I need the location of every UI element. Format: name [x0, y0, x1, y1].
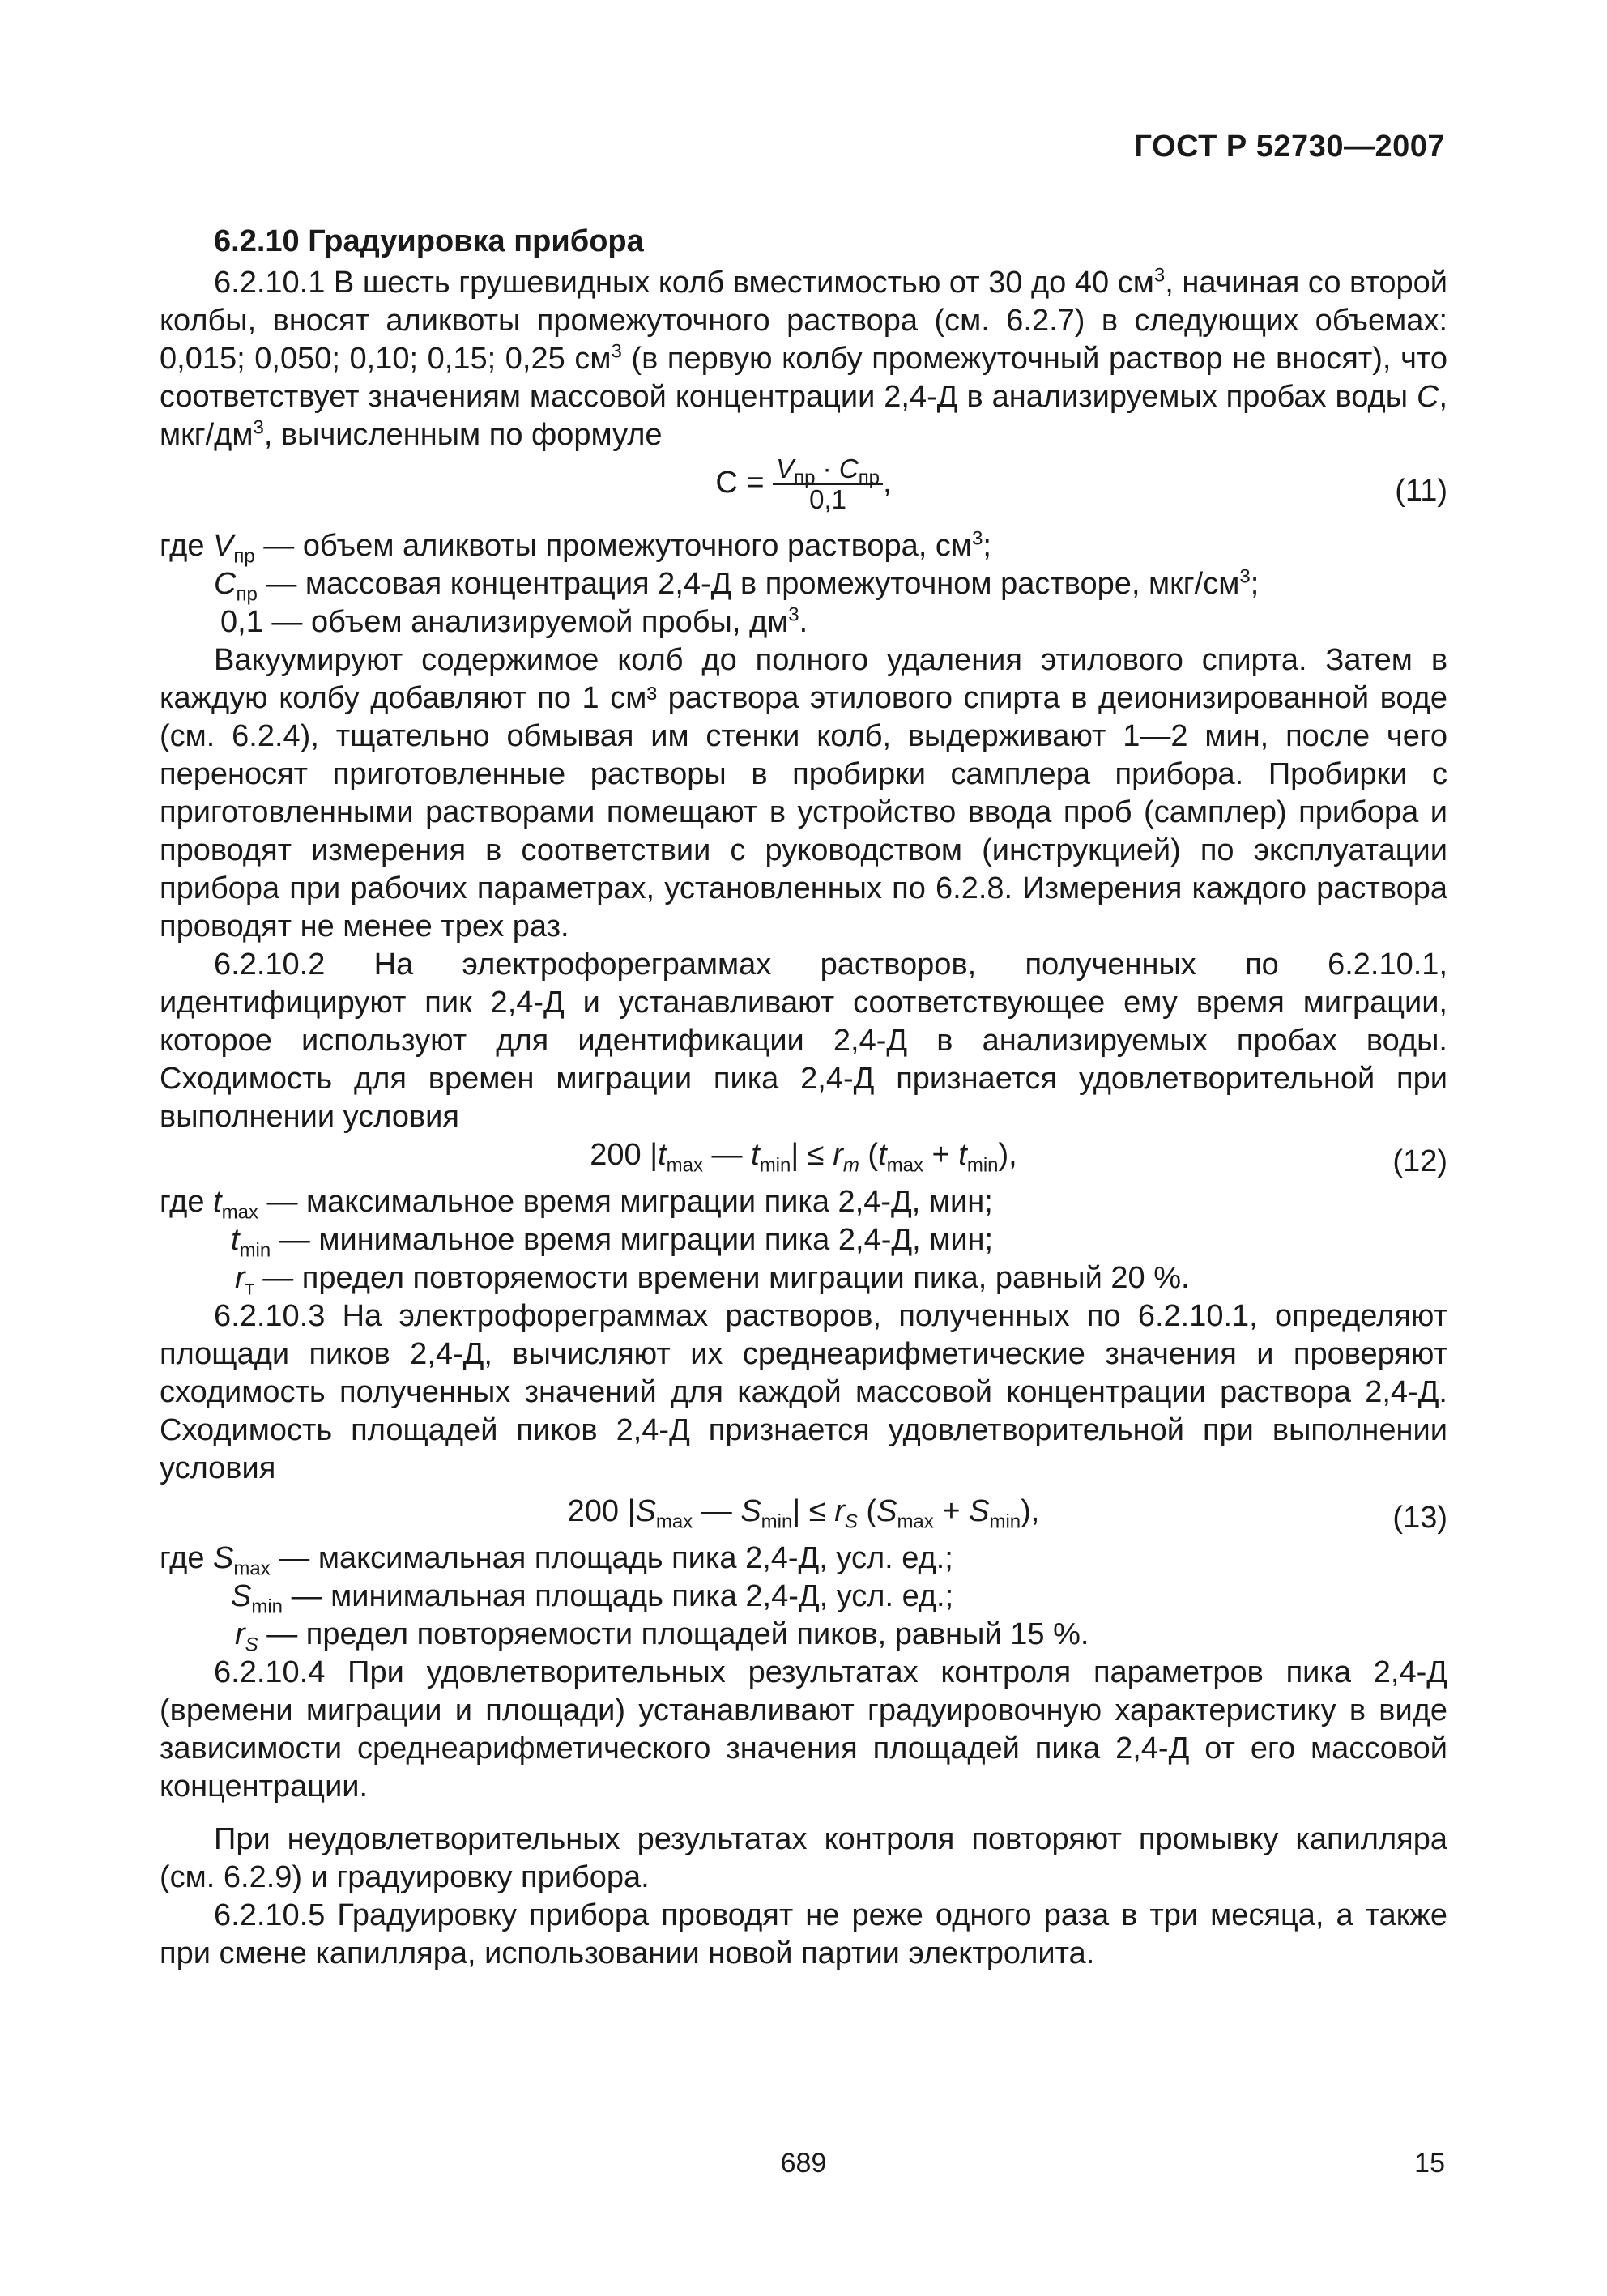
paragraph-6-2-10-2: 6.2.10.2 На электрофореграммах растворов, полученных по 6.2.10.1, идентифицируют пик 2,4-Д и устанавливают соответствующее ему время миграции, которое используют для идентификации 2,4-Д в анализируемых пробах воды. Сходимость для времен миграции пика 2,4-Д признается удовлетворительной при выполнении условия	[160, 948, 1447, 1134]
paragraph-6-2-10-3: 6.2.10.3 На электрофореграммах растворов, полученных по 6.2.10.1, определяют площади пиков 2,4-Д, вычисляют их среднеарифметические значения и проверяют сходимость полученных значений для каждой массовой концентрации раствора 2,4-Д. Сходимость площадей пиков 2,4-Д признается удовлетворительной при выполнении условия	[160, 1299, 1447, 1485]
formula-12: 200 $|t_{max}$ — $t_{min}| \le r_m$ $(t_{max} + t_{min})$, (12)	[160, 1136, 1447, 1183]
paragraph-6-2-10-1: 6.2.10.1 В шесть грушевидных колб вместимостью от 30 до 40 $см^3$, начиная со второй колбы, вносят аликвоты промежуточного раствора (см. 6.2.7) в следующих объемах: 0,015; 0,050; 0,10; 0,15; 0,25 $см^3$ (в первую колбу промежуточный раствор не вносят), что соответствует значениям массовой концентрации 2,4-Д в анализируемых пробах воды C, мкг/$дм^3$, вычисленным по формуле	[160, 264, 1447, 452]
paragraph-6-2-10-4: 6.2.10.4 При удовлетворительных результатах контроля параметров пика 2,4-Д (времени миграции и площади) устанавливают градуировочную характеристику в виде зависимости среднеарифметического значения площадей пика 2,4-Д от его массовой концентрации.	[160, 1655, 1447, 1804]
where-list-13: где $S_{max}$ — максимальная площадь пика 2,4-Д, усл. ед.; $S_{min}$ — минимальная площадь пика 2,4-Д, усл. ед.; $r_S$ — предел повторяемости площадей пиков, равный 15 %.	[160, 1541, 1089, 1656]
equation-number: (13)	[1392, 1501, 1447, 1535]
section-title: 6.2.10 Градуировка прибора	[214, 224, 644, 258]
fraction: $\frac{V_{пр} \cdot C_{пр}}{0,1}$	[773, 454, 883, 514]
where-list-11: где $V_{пр}$ — объем аликвоты промежуточного раствора, $см^3$; $C_{пр}$ — массовая концентрация 2,4-Д в промежуточном растворе, мкг/$см^3$; 0,1 — объем анализируемой пробы, $дм^3$.	[160, 527, 1260, 639]
document-header: ГОСТ Р 52730—2007	[1134, 130, 1445, 164]
where-list-12: где $t_{max}$ — максимальное время миграции пика 2,4-Д, мин; $t_{min}$ — минимальное время миграции пика 2,4-Д, мин; $r_т$ — предел повторяемости времени миграции пика, равный 20 %.	[160, 1185, 1190, 1300]
paragraph-unsatisfactory: При неудовлетворительных результатах контроля повторяют промывку капилляра (см. 6.2.9) и градуировку прибора.	[160, 1822, 1447, 1894]
equation-number: (11)	[1395, 474, 1447, 508]
footer-center-number: 689	[780, 2148, 827, 2179]
formula-11: C = $\frac{V_{пр} \cdot C_{пр}}{0,1}$ , (11)	[715, 454, 1447, 514]
document-body	[160, 223, 1447, 1973]
page-number: 15	[1414, 2148, 1445, 2179]
paragraph-vacuum: Вакуумируют содержимое колб до полного удаления этилового спирта. Затем в каждую колбу добавляют по 1 см³ раствора этилового спирта в деионизированной воде (см. 6.2.4), тщательно обмывая им стенки колб, выдерживают 1—2 мин, после чего переносят приготовленные растворы в пробирки самплера прибора. Пробирки с приготовленными растворами помещают в устройство ввода проб (самплер) прибора и проводят измерения в соответствии с руководством (инструкцией) по эксплуатации прибора при рабочих параметрах, установленных по 6.2.8. Измерения каждого раствора проводят не менее трех раз.	[160, 643, 1447, 944]
formula-13: 200 $|S_{max}$ — $S_{min}| \le r_S$ $(S_{max} + S_{min})$, (13)	[160, 1493, 1447, 1540]
paragraph-6-2-10-5: 6.2.10.5 Градуировку прибора проводят не реже одного раза в три месяца, а также при смене капилляра, использовании новой партии электролита.	[160, 1898, 1447, 1970]
equation-number: (12)	[1392, 1144, 1447, 1178]
